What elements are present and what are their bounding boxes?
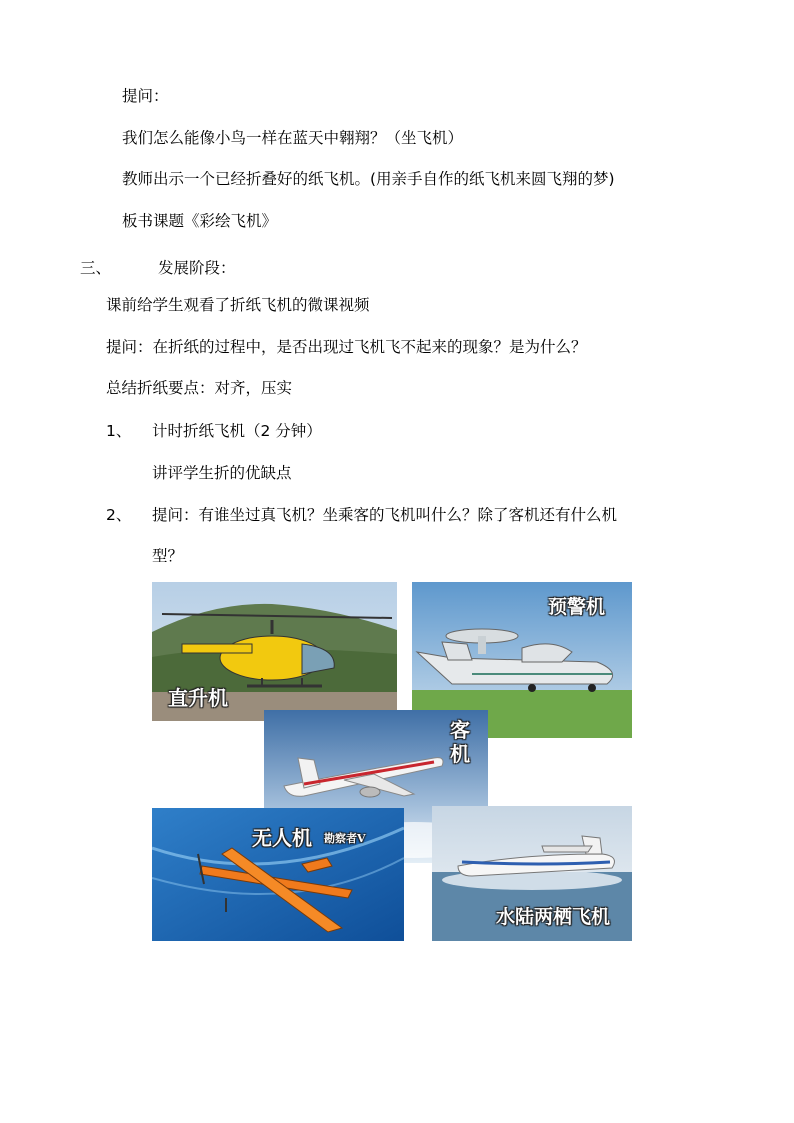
lesson-title-text: 板书课题《彩绘飞机》 xyxy=(122,212,278,230)
teacher-demo-text: 教师出示一个已经折叠好的纸飞机。(用亲手自作的纸飞机来圆飞翔的梦) xyxy=(122,170,615,188)
preclass-video-text: 课前给学生观看了折纸飞机的微课视频 xyxy=(106,296,370,314)
folding-summary-text: 总结折纸要点：对齐，压实 xyxy=(106,379,293,397)
question-label: 提问： xyxy=(122,87,169,105)
list-number-2: 2、 xyxy=(106,506,132,524)
question-text: 我们怎么能像小鸟一样在蓝天中翱翔？（坐飞机） xyxy=(122,129,464,147)
list-item-2-text: 提问：有谁坐过真飞机？坐乘客的飞机叫什么？除了客机还有什么机 xyxy=(152,506,618,524)
amphibian-label: 水陆两栖飞机 xyxy=(496,906,611,928)
airliner-label-2: 机 xyxy=(450,742,470,766)
list-item-1-sub: 讲评学生折的优缺点 xyxy=(152,464,292,482)
drone-label: 无人机 xyxy=(252,826,312,850)
section-number: 三、 xyxy=(80,259,112,277)
helicopter-photo xyxy=(152,582,397,721)
drone-sublabel: 勘察者V xyxy=(324,832,366,845)
airliner-label-1: 客 xyxy=(450,718,470,742)
awacs-label: 预警机 xyxy=(548,596,606,618)
list-item-1-text: 计时折纸飞机（2 分钟） xyxy=(152,422,322,440)
section-title: 发展阶段： xyxy=(158,259,236,277)
list-number-1: 1、 xyxy=(106,422,132,440)
helicopter-label: 直升机 xyxy=(168,686,228,710)
drone-photo xyxy=(152,808,404,941)
amphibian-photo xyxy=(432,806,632,941)
folding-question-text: 提问：在折纸的过程中，是否出现过飞机飞不起来的现象？是为什么？ xyxy=(106,338,587,356)
list-item-2-cont: 型？ xyxy=(152,547,184,565)
